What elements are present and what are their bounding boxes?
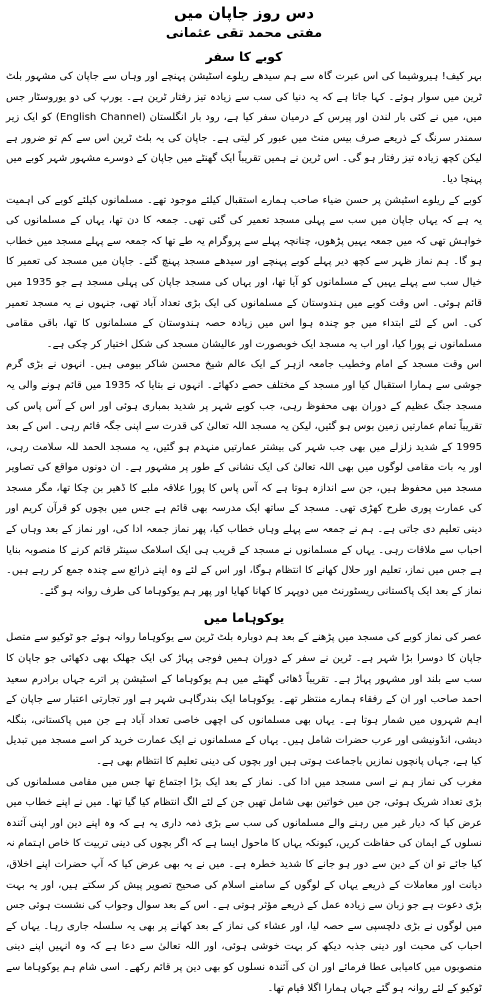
paragraph: اس وقت مسجد کے امام وخطیب جامعہ ازہر کے ایک عالم شیخ محسن شاکر بیومی ہیں۔ انہوں نے بڑی گرم جوشی سے ہمارا استقبال کیا اور مسجد کے مختلف حصے دکھائے۔ انہوں نے بتایا کہ 1935 میں قائم ہونے والی یہ مسجد جنگ عظیم کے دوران بھی محفوظ رہی، جب کوبے شہر پر شدید بمباری ہوئی اور اس کے آس پاس کی تقریباً تمام عمارتیں زمین بوس ہو گئیں، لیکن یہ مسجد اللہ تعالیٰ کی قدرت سے اپنی جگہ قائم رہی۔ اس کے بعد 1995 کے شدید زلزلے میں بھی جب شہر کی بیشتر عمارتیں منہدم ہو گئیں، یہ مسجد الحمد للہ سلامت رہی، اور یہ بات مقامی لوگوں میں بھی اللہ تعالیٰ کی ایک نشانی کے طور پر مشہور ہے۔ ان دونوں مواقع کی تصاویر مسجد میں محفوظ ہیں، جن سے اندازہ ہوتا ہے کہ آس پاس کا پورا علاقہ ملبے کا ڈھیر بن چکا تھا، مگر مسجد کی عمارت پوری طرح کھڑی تھی۔ مسجد کے ساتھ ایک مدرسہ بھی قائم ہے جس میں بچوں کو قرآن کریم اور دینی تعلیم دی جاتی ہے۔ ہم نے جمعہ سے پہلے وہاں خطاب کیا، پھر نماز جمعہ ادا کی، اور نماز کے بعد وہاں کے احباب سے ملاقات رہی۔ یہاں کے مسلمانوں نے مسجد کے قریب ہی ایک اسلامک سینٹر قائم کرنے کا منصوبہ بنایا ہے جس میں نماز، تعلیم اور حلال کھانے کا انتظام ہوگا، اور اس کے لئے وہ اپنے ذرائع سے چندہ جمع کر رہے ہیں۔ نماز کے بعد ایک پاکستانی ریسٹورنٹ میں دوپہر کا کھانا کھایا اور پھر ہم یوکوہاما کی طرف روانہ ہو گئے۔ bbox=[6, 359, 482, 597]
paragraph: عصر کی نماز کوبے کی مسجد میں پڑھنے کے بعد ہم دوبارہ بلٹ ٹرین سے یوکوہاما روانہ ہوئے جو ٹوکیو سے متصل جاپان کا دوسرا بڑا شہر ہے۔ ٹرین نے سفر کے دوران ہمیں فوجی پہاڑ کی ایک جھلک بھی دکھائی جو جاپان کا سب سے بلند اور مشہور پہاڑ ہے۔ تقریباً ڈھائی گھنٹے میں ہم یوکوہاما کے اسٹیشن پر اترے جہاں برادرم سعید احمد صاحب اور ان کے رفقاء ہمارے منتظر تھے۔ یوکوہاما ایک بندرگاہی شہر ہے اور تجارتی اعتبار سے جاپان کے اہم شہروں میں شمار ہوتا ہے۔ یہاں بھی مسلمانوں کی اچھی خاصی تعداد آباد ہے جن میں پاکستانی، بنگلہ دیشی، انڈونیشی اور عرب حضرات شامل ہیں۔ یہاں کے مسلمانوں نے ایک عمارت خرید کر اسے مسجد میں تبدیل کیا ہے، جہاں پانچوں نمازیں باجماعت ہوتی ہیں اور بچوں کی دینی تعلیم کا انتظام بھی ہے۔ bbox=[6, 632, 482, 767]
article-title: دس روز جاپان میں bbox=[173, 4, 315, 22]
paragraph: کوبے کے ریلوے اسٹیشن پر حسن ضیاء صاحب ہمارے استقبال کیلئے موجود تھے۔ مسلمانوں کیلئے کوبے کی اہمیت یہ ہے کہ یہاں جاپان میں سب سے پہلی مسجد تعمیر کی گئی تھی۔ جمعہ کا دن تھا، یہاں کے مسلمانوں کی خواہش تھی کہ میں جمعہ یہیں پڑھوں، چنانچہ پہلے سے پروگرام یہ طے تھا کہ جمعہ سے پہلے مسجد میں خطاب ہو گا۔ ہم نماز ظہر سے کچھ دیر پہلے کوبے پہنچے اور سیدھے مسجد پہنچ گئے۔ جاپان میں مسجد کی تعمیر کا خیال سب سے پہلے یہیں کے مسلمانوں کو آیا تھا، اور یہاں کی مسجد جاپان کی پہلی مسجد ہے جو 1935 میں قائم ہوئی۔ اس وقت کوبے میں ہندوستان کے مسلمانوں کی ایک بڑی تعداد آباد تھی، جنہوں نے یہ مسجد تعمیر کی۔ اس کے لئے ابتداء میں جو چندہ ہوا اس میں زیادہ حصہ ہندوستان کے مسلمانوں کا تھا، باقی مقامی مسلمانوں نے پورا کیا، اور اب یہ مسجد ایک خوبصورت اور عالیشان مسجد کی شکل اختیار کر چکی ہے۔ bbox=[6, 194, 482, 350]
paragraph: بہر کیف! ہیروشیما کی اس عبرت گاہ سے ہم سیدھے ریلوے اسٹیشن پہنچے اور وہاں سے جاپان کی مشہور بلٹ ٹرین میں سوار ہوئے۔ کہا جاتا ہے کہ یہ دنیا کی سب سے زیادہ تیز رفتار ٹرین ہے۔ یورپ کی دو یوروسٹار جس میں، میں نے کئی بار لندن اور پیرس کے درمیان سفر کیا ہے، رود بار انگلستان (English Channel) کو ایک زیر سمندر سرنگ کے ذریعے صرف بیس منٹ میں عبور کر لیتی ہے۔ جاپان کی یہ بلٹ ٹرین اس سے کم تو ضرور ہے لیکن کچھ زیادہ تیز رفتار ہو گی۔ اس ٹرین نے ہمیں تقریباً ایک گھنٹے میں جاپان کے دوسرے مشہور شہر کوبے میں پہنچا دیا۔ bbox=[6, 71, 482, 185]
section-heading-kobe: کوبے کا سفر bbox=[205, 49, 283, 64]
section-heading-yokohama: یوکوہاما میں bbox=[203, 610, 285, 626]
author-byline: مفتی محمد تقی عثمانی bbox=[165, 26, 323, 41]
paragraph: مغرب کی نماز ہم نے اسی مسجد میں ادا کی۔ نماز کے بعد ایک بڑا اجتماع تھا جس میں مقامی مسلمانوں کی بڑی تعداد شریک ہوئی، جن میں خواتین بھی شامل تھیں جن کے لئے الگ انتظام کیا گیا تھا۔ میں نے اپنے خطاب میں عرض کیا کہ دیار غیر میں رہنے والے مسلمانوں کی سب سے بڑی ذمہ داری یہ ہے کہ وہ اپنے دین اور اپنی آئندہ نسلوں کے ایمان کی حفاظت کریں، کیونکہ یہاں کا ماحول ایسا ہے کہ اگر بچوں کی دینی تربیت کا خاص اہتمام نہ کیا جائے تو ان کے دین سے دور ہو جانے کا شدید خطرہ ہے۔ میں نے یہ بھی عرض کیا کہ آپ حضرات اپنے اخلاق، دیانت اور معاملات کے ذریعے یہاں کے لوگوں کے سامنے اسلام کی صحیح تصویر پیش کر سکتے ہیں، اور یہ بہت بڑی دعوت ہے جو زبان سے زیادہ عمل کے ذریعے مؤثر ہوتی ہے۔ اس کے بعد سوال وجواب کی نشست ہوئی جس میں لوگوں نے بڑی دلچسپی سے حصہ لیا، اور عشاء کی نماز کے بعد کھانے پر بھی یہ سلسلہ جاری رہا۔ یہاں کے احباب کی محبت اور دینی جذبہ دیکھ کر بہت خوشی ہوئی، اور اللہ تعالیٰ سے دعا ہے کہ وہ انہیں اپنے دینی منصوبوں میں کامیابی عطا فرمائے اور ان کی آئندہ نسلوں کو بھی دین پر قائم رکھے۔ اسی شام ہم یوکوہاما سے ٹوکیو کے لئے روانہ ہو گئے جہاں ہمارا اگلا قیام تھا۔ bbox=[6, 776, 482, 994]
